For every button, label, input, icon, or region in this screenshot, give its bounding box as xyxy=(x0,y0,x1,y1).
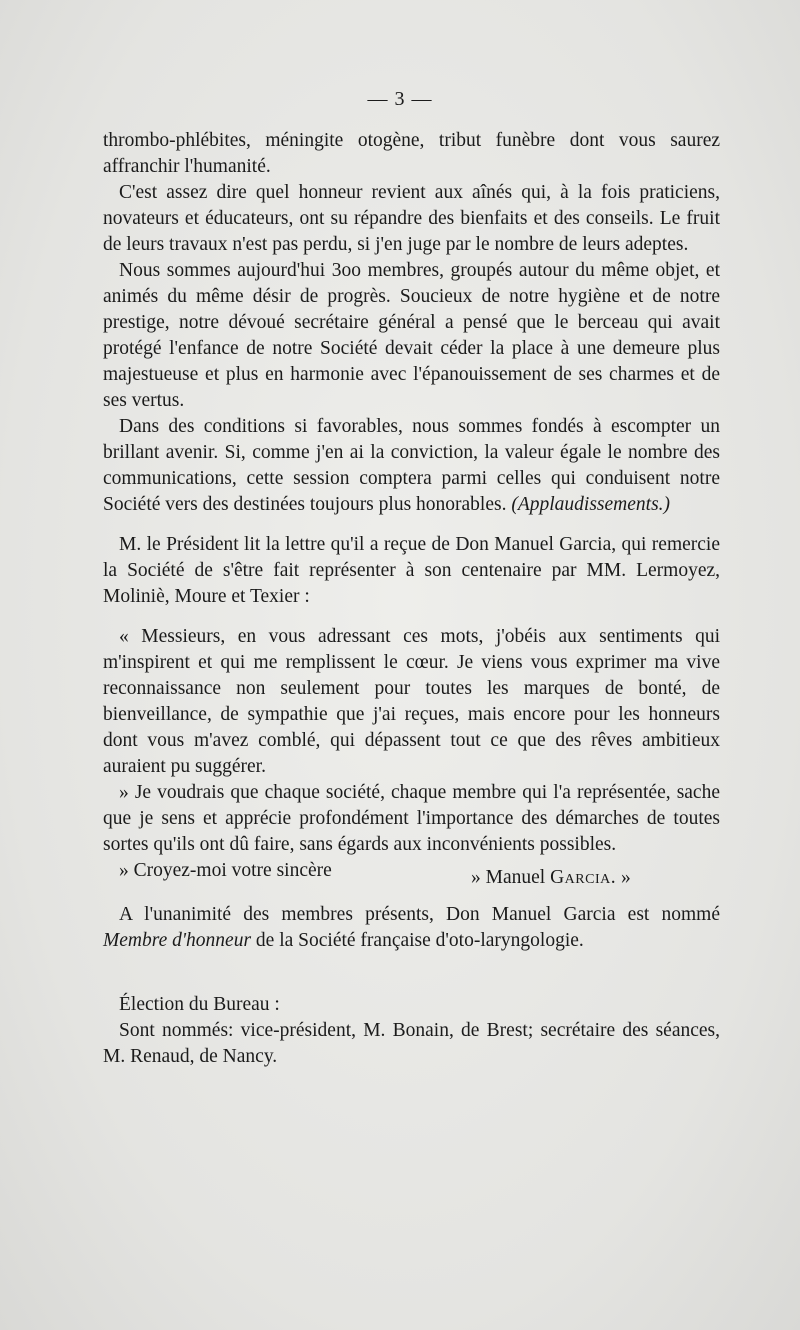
applause-note: (Applaudissements.) xyxy=(511,494,671,515)
honorary-title: Membre d'honneur xyxy=(103,930,252,951)
paragraph-members: Nous sommes aujourd'hui 3oo membres, groupés autour du même objet, et animés du même désir de progrès. Soucieux de notre hygiène et de notre prestige, notre dévoué secrétaire général a pensé que le berceau qui avait protégé l'enfance de notre Société devait céder la place à une demeure plus majestueuse et plus en harmonie avec l'épanouissement de ses charmes et de ses vertus. xyxy=(103,260,720,411)
paragraph-honorary-member xyxy=(103,902,720,954)
signature-name: Garcia. xyxy=(550,867,617,888)
paragraph-president-letter: M. le Président lit la lettre qu'il a reçue de Don Manuel Garcia, qui remercie la Société de s'être fait représenter à son centenaire par MM. Lermoyez, Moliniè, Moure et Texier : xyxy=(103,534,720,607)
letter-signature xyxy=(455,865,631,891)
paragraph-future-text: Dans des conditions si favorables, nous sommes fondés à escompter un brillant avenir. Si, comme j'en ai la conviction, la valeur égale le nombre des communications, cette session comptera parmi celles qui conduisent notre Société vers des destinées toujours plus honorables. xyxy=(103,416,720,515)
body-text xyxy=(103,128,720,1070)
paragraph-continuation: thrombo-phlébites, méningite otogène, tribut funèbre dont vous saurez affranchir l'humanité. xyxy=(103,130,720,177)
signature-prefix: » Manuel xyxy=(471,867,551,888)
honorary-after: de la Société française d'oto-laryngologie. xyxy=(251,930,584,951)
honorary-before: A l'unanimité des membres présents, Don Manuel Garcia est nommé xyxy=(119,904,720,925)
letter-closing-text: » Croyez-moi votre sincère xyxy=(119,860,332,881)
letter-closing xyxy=(103,858,720,888)
letter-paragraph-1: « Messieurs, en vous adressant ces mots, j'obéis aux sentiments qui m'inspirent et qui me remplissent le cœur. Je viens vous exprimer ma vive reconnaissance non seulement pour toutes les marques de bonté, de bienveillance, de sympathie que j'ai reçues, mais encore pour les honneurs dont vous m'avez comblé, qui dépassent tout ce que des rêves ambitieux auraient pu suggérer. xyxy=(103,626,720,777)
letter-paragraph-2: » Je voudrais que chaque société, chaque membre qui l'a représentée, sache que je sens et apprécie profondément l'importance des démarches de toutes sortes qu'ils ont dû faire, sans égards aux inconvénients possibles. xyxy=(103,782,720,855)
paragraph-elders: C'est assez dire quel honneur revient aux aînés qui, à la fois praticiens, novateurs et éducateurs, ont su répandre des bienfaits et des conseils. Le fruit de leurs travaux n'est pas perdu, si j'en juge par le nombre de leurs adeptes. xyxy=(103,182,720,255)
section-heading-election: Élection du Bureau : xyxy=(119,994,280,1015)
paragraph-future xyxy=(103,414,720,518)
page-number: — 3 — xyxy=(367,88,433,110)
signature-suffix: » xyxy=(616,867,631,888)
paragraph-election: Sont nommés: vice-président, M. Bonain, de Brest; secrétaire des séances, M. Renaud, de Nancy. xyxy=(103,1020,720,1067)
